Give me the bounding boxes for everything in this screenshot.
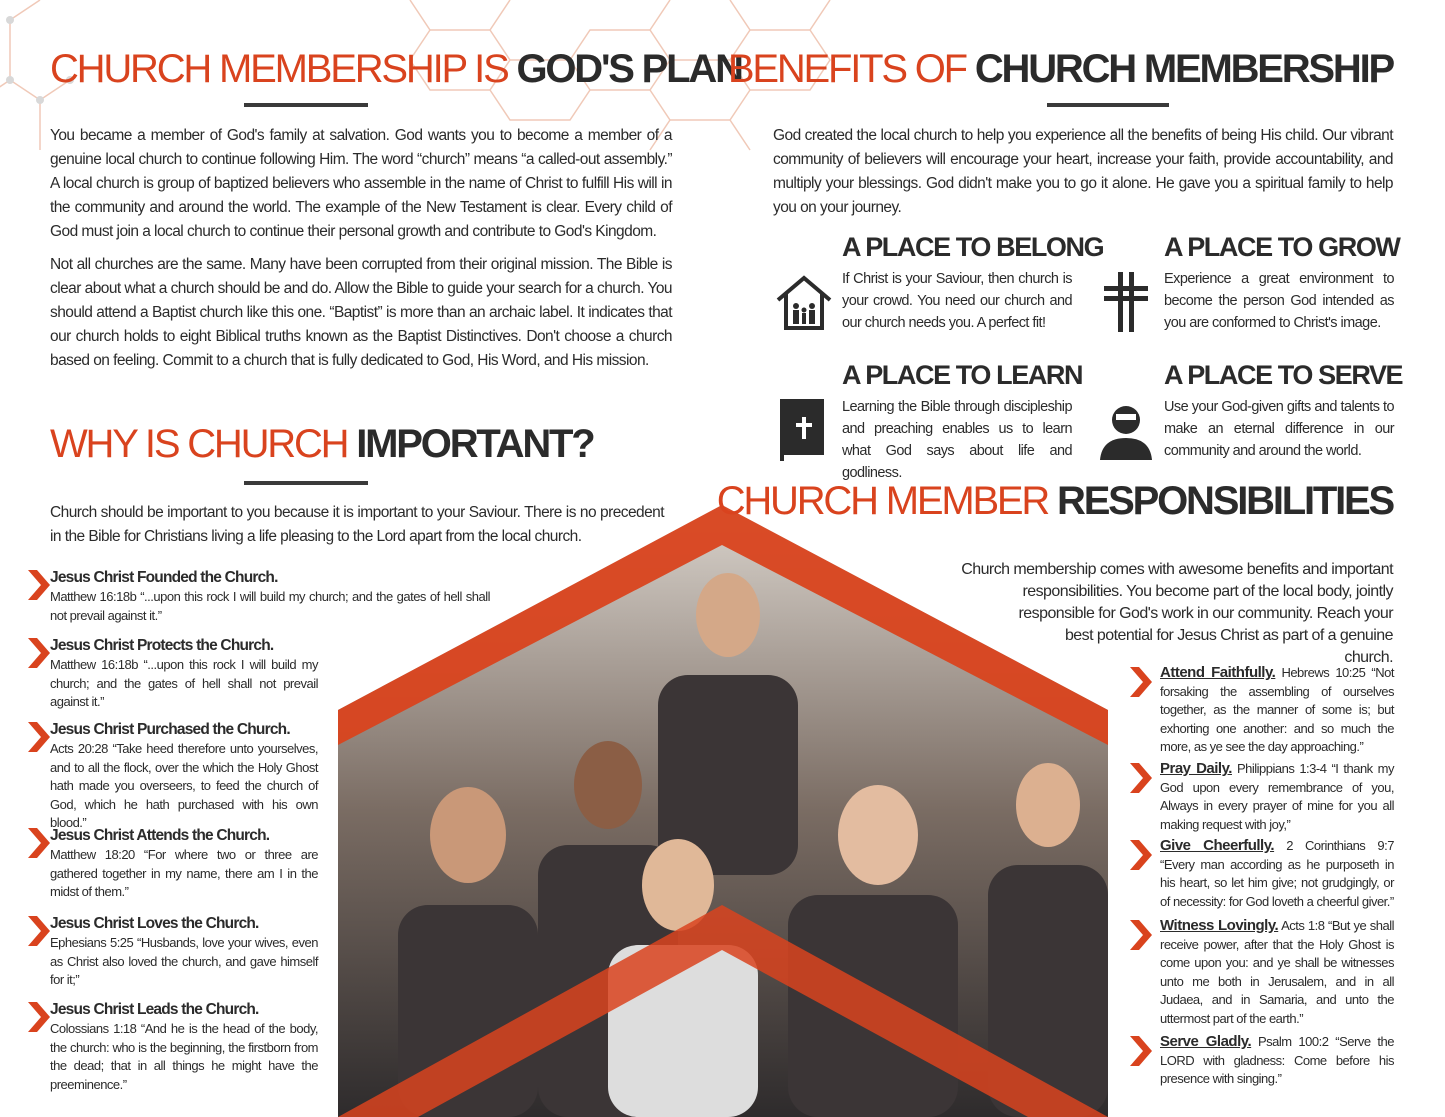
responsibilities-intro: Church membership comes with awesome benefits and important responsibilities. You become part of the local body, jointly responsible for God's work in our community. Reach your best potential for Jesus Christ as part of a genuine church. [961, 561, 1393, 666]
cross-icon [1096, 272, 1156, 332]
chevron-right-icon [1130, 917, 1152, 953]
benefit-serve: A PLACE TO SERVE Use your God-given gifts and talents to make an eternal difference in our community and around the world. [1164, 360, 1394, 462]
bible-icon [774, 394, 834, 466]
benefits-divider [1047, 103, 1169, 107]
chevron-right-icon [28, 1002, 50, 1032]
reason-item: Jesus Christ Leads the Church. Colossians 1:18 “And he is the head of the body, the church: who is the beginning, the firstborn from the dead; that in all things he might have the preeminence.” [50, 1000, 318, 1094]
why-paragraph: Church should be important to you because it is important to your Saviour. There is no precedent in the Bible for Christians living a life pleasing to the Lord apart from the local church. [50, 504, 664, 545]
membership-paragraph-2: Not all churches are the same. Many have been corrupted from their original mission. The Bible is clear about what a church should be and do. Allow the Bible to guide your search for a church. You should attend a Baptist church like this one. “Baptist” is more than an archaic label. It indicates that our church holds to eight Biblical truths known as the Baptist Distinctives. Don't choose a church based on feeling. Commit to a church that is fully dedicated to God, His Word, and His mission. [50, 256, 672, 369]
why-title: WHY IS CHURCH IMPORTANT? [50, 422, 594, 466]
benefit-learn: A PLACE TO LEARN Learning the Bible through discipleship and preaching enables us to learn what God says about life and godliness. [842, 360, 1072, 484]
responsibility-item: Witness Lovingly. Acts 1:8 “But ye shall receive power, after that the Holy Ghost is come upon you: and ye shall be witnesses unto me both in Jerusalem, and in all Judaea, and in Samaria, and unto the uttermost part of the earth.” [1160, 917, 1394, 1028]
chevron-right-icon [1130, 664, 1152, 700]
chevron-right-icon [28, 722, 50, 752]
chevron-right-icon [1130, 1033, 1152, 1069]
responsibility-item: Attend Faithfully. Hebrews 10:25 “Not forsaking the assembling of ourselves together, as the manner of some is; but exhorting one another: and so much the more, as ye see the day approaching.” [1160, 664, 1394, 757]
reason-item: Jesus Christ Attends the Church. Matthew 18:20 “For where two or three are gathered together in my name, there am I in the midst of them.” [50, 826, 318, 902]
membership-paragraph-1: You became a member of God's family at salvation. God wants you to become a member of a genuine local church to continue following Him. The word “church” means “a called-out assembly.” A local church is group of baptized believers who assemble in the name of Christ to fulfill His will in the community and around the world. The example of the New Testament is clear. Every child of God must join a local church to continue their personal growth and contribute to God's Kingdom. [50, 127, 672, 240]
benefits-title: BENEFITS OF CHURCH MEMBERSHIP [727, 47, 1393, 91]
family-house-icon [774, 272, 834, 332]
chevron-right-icon [28, 570, 50, 600]
responsibilities-title: CHURCH MEMBER RESPONSIBILITIES [716, 479, 1393, 523]
benefit-grow: A PLACE TO GROW Experience a great environment to become the person God intended as you are conformed to Christ's image. [1164, 232, 1394, 334]
person-icon [1096, 400, 1156, 460]
membership-title: CHURCH MEMBERSHIP IS GOD'S PLAN [50, 47, 742, 91]
benefit-belong: A PLACE TO BELONG If Christ is your Saviour, then church is your crowd. You need our church and our church needs you. A perfect fit! [842, 232, 1072, 334]
chevron-right-icon [1130, 837, 1152, 873]
reason-item: Jesus Christ Founded the Church. Matthew 16:18b “...upon this rock I will build my church; and the gates of hell shall not prevail against it.” [50, 568, 490, 625]
responsibility-item: Serve Gladly. Psalm 100:2 “Serve the LORD with gladness: Come before his presence with singing.” [1160, 1033, 1394, 1089]
chevron-right-icon [1130, 760, 1152, 796]
chevron-right-icon [28, 916, 50, 946]
chevron-right-icon [28, 828, 50, 858]
reason-item: Jesus Christ Purchased the Church. Acts 20:28 “Take heed therefore unto yourselves, and to all the flock, over the which the Holy Ghost hath made you overseers, to feed the church of God, which he hath purchased with his own blood.” [50, 720, 318, 833]
responsibilities-intro-wrap [860, 559, 1393, 669]
benefits-intro: God created the local church to help you experience all the benefits of being His child. Our vibrant community of believers will encourage your heart, increase your faith, provide accountability, and multiply your blessings. God didn't make you to go it alone. He gave you a spiritual family to help you on your journey. [773, 127, 1393, 216]
chevron-right-icon [28, 638, 50, 668]
reason-item: Jesus Christ Protects the Church. Matthew 16:18b “...upon this rock I will build my church; and the gates of hell shall not prevail against it.” [50, 636, 318, 712]
reason-item: Jesus Christ Loves the Church. Ephesians 5:25 “Husbands, love your wives, even as Christ also loved the church, and gave himself for it;” [50, 914, 318, 990]
responsibility-item: Give Cheerfully. 2 Corinthians 9:7 “Every man according as he purposeth in his heart, so let him give; not grudgingly, or of necessity: for God loveth a cheerful giver.” [1160, 837, 1394, 911]
responsibility-item: Pray Daily. Philippians 1:3-4 “I thank my God upon every remembrance of you, Always in every prayer of mine for you all making request with joy,” [1160, 760, 1394, 834]
